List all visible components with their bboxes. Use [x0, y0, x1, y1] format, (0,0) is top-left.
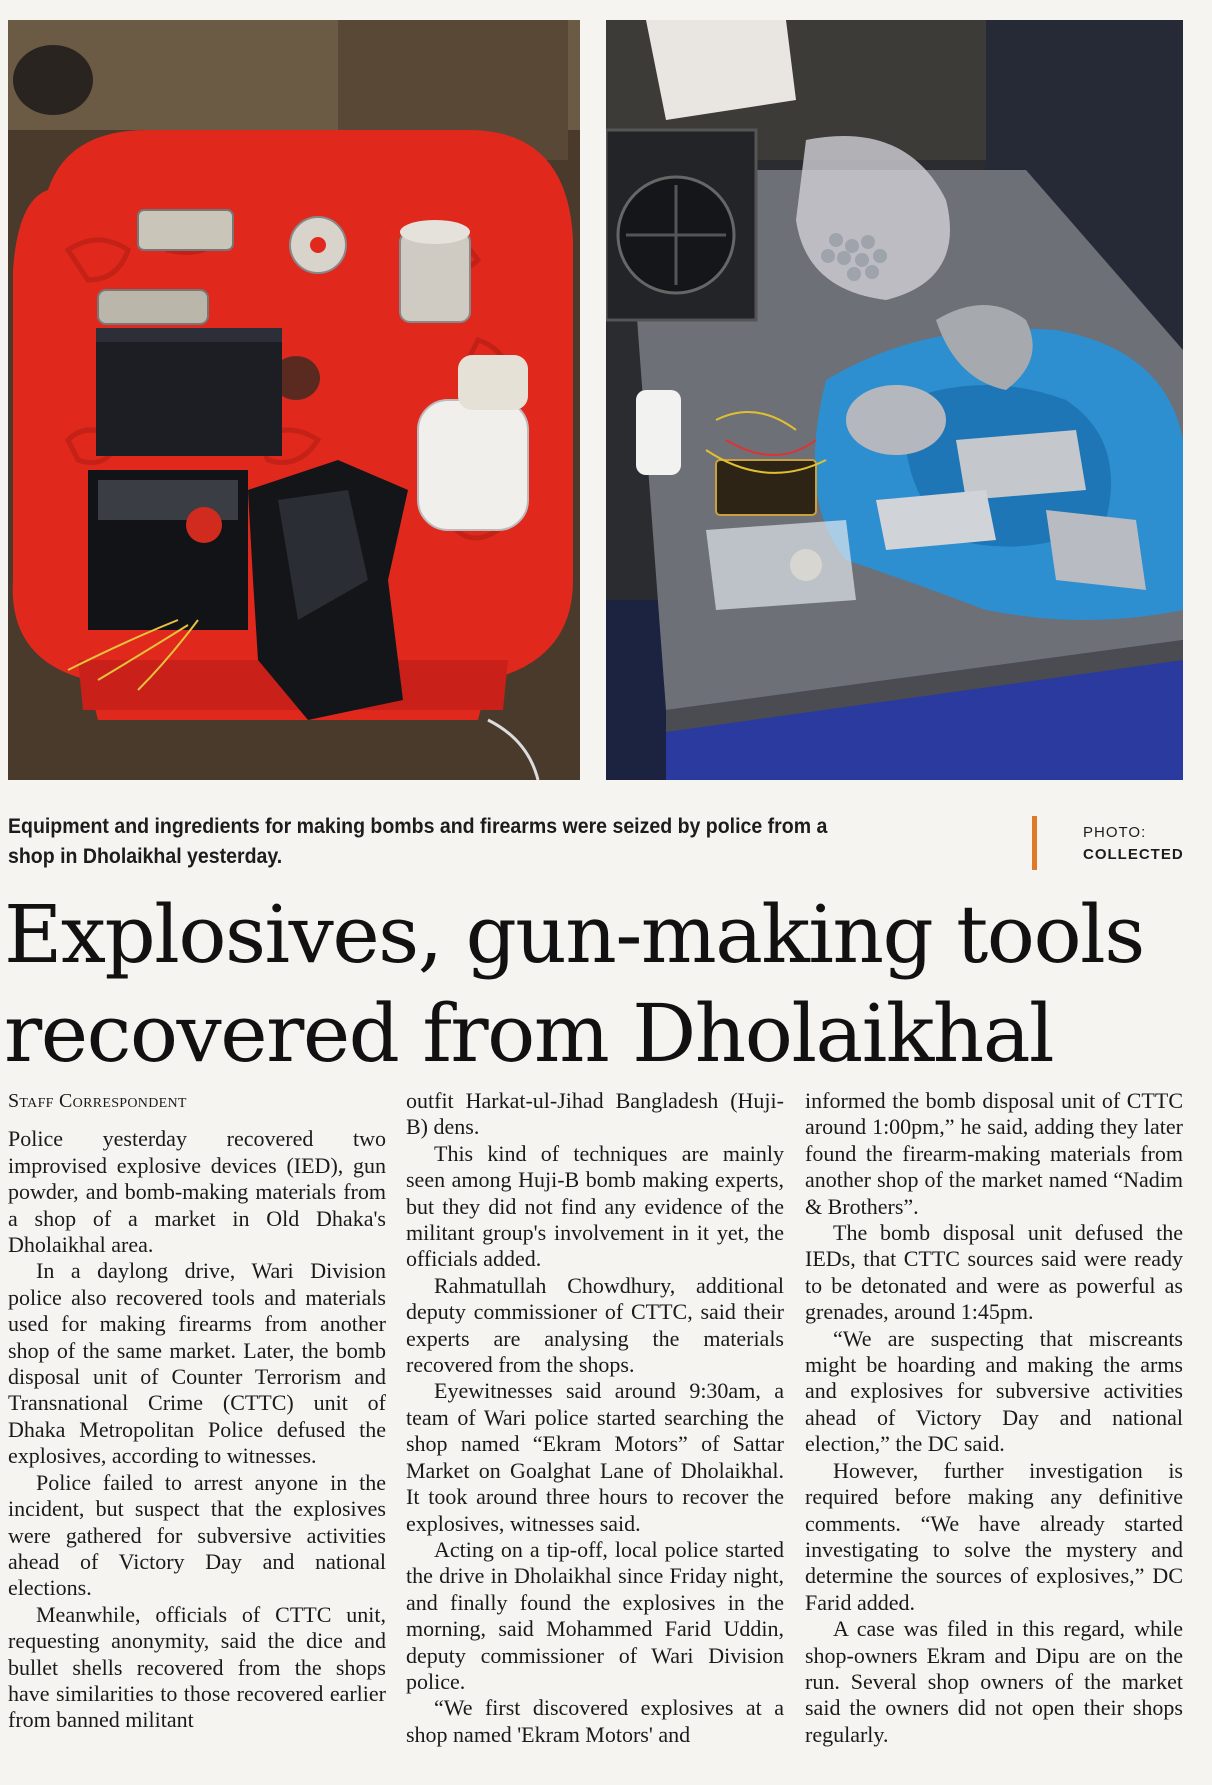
photo-credit-label: PHOTO:: [1083, 824, 1147, 841]
paragraph: A case was filed in this regard, while shop-owners Ekram and Dipu are on the run. Several shop owners of the market said the owners did not open their shops regularly.: [805, 1616, 1183, 1747]
byline: Staff Correspondent: [8, 1090, 187, 1112]
headline-line-1: Explosives, gun-making tools: [4, 888, 1144, 981]
bomb-materials-on-blue-table-photo: [606, 20, 1183, 780]
credit-divider: [1032, 816, 1037, 870]
paragraph: Acting on a tip-off, local police started the drive in Dholaikhal since Friday night, and finally found the explosives in the morning, said Mohammed Farid Uddin, deputy commissioner of Wari Division police.: [406, 1536, 784, 1694]
photo-credit: [1083, 822, 1184, 866]
photo-left-illustration: [8, 20, 580, 780]
article-column-1: [8, 1088, 386, 1780]
paragraph: Police failed to arrest anyone in the incident, but suspect that the explosives were gathered for subversive activities ahead of Victory Day and national elections.: [8, 1469, 386, 1601]
paragraph: Eyewitnesses said around 9:30am, a team of Wari police started searching the shop named “Ekram Motors” of Sattar Market on Goalghat Lane of Dholaikhal. It took around three hours to recover the explosives, witnesses said.: [406, 1378, 784, 1536]
paragraph: The bomb disposal unit defused the IEDs, that CTTC sources said were ready to be detonated and were as powerful as grenades, around 1:45pm.: [805, 1220, 1183, 1325]
article-column-3: [805, 1088, 1183, 1780]
article-column-2: [406, 1088, 784, 1780]
bomb-materials-on-red-stool-photo: [8, 20, 580, 780]
photo-strip: [8, 20, 1183, 780]
paragraph: Rahmatullah Chowdhury, additional deputy commissioner of CTTC, said their experts are analysing the materials recovered from the shops.: [406, 1272, 784, 1378]
headline: [4, 885, 1204, 1083]
caption-row: [8, 812, 1183, 872]
paragraph: Police yesterday recovered two improvised explosive devices (IED), gun powder, and bomb-making materials from a shop of a market in Old Dhaka's Dholaikhal area.: [8, 1126, 386, 1258]
paragraph: “We are suspecting that miscreants might be hoarding and making the arms and explosives for subversive activities ahead of Victory Day and national election,” the DC said.: [805, 1325, 1183, 1457]
paragraph: “We first discovered explosives at a shop named 'Ekram Motors' and: [406, 1695, 784, 1747]
headline-line-2: recovered from Dholaikhal: [4, 987, 1054, 1080]
paragraph: However, further investigation is required before making any definitive comments. “We have already started investigating to solve the mystery and determine the sources of explosives,” DC Farid added.: [805, 1457, 1183, 1615]
article-body: [8, 1088, 1183, 1780]
paragraph: informed the bomb disposal unit of CTTC around 1:00pm,” he said, adding they later found the firearm-making materials from another shop of the market named “Nadim & Brothers”.: [805, 1088, 1183, 1219]
paragraph: Meanwhile, officials of CTTC unit, requesting anonymity, said the dice and bullet shells recovered from the shops have similarities to those recovered earlier from banned militant: [8, 1601, 386, 1733]
photo-caption: Equipment and ingredients for making bombs and firearms were seized by police from a shop in Dholaikhal yesterday.: [8, 815, 828, 868]
photo-credit-source: COLLECTED: [1083, 846, 1184, 863]
paragraph: This kind of techniques are mainly seen among Huji-B bomb making experts, but they did not find any evidence of the militant group's involvement in it yet, the officials added.: [406, 1140, 784, 1272]
paragraph: In a daylong drive, Wari Division police also recovered tools and materials used for making firearms from another shop of the same market. Later, the bomb disposal unit of Counter Terrorism and Transnational Crime (CTTC) unit of Dhaka Metropolitan Police defused the explosives, according to witnesses.: [8, 1258, 386, 1469]
paragraph: outfit Harkat-ul-Jihad Bangladesh (Huji-B) dens.: [406, 1088, 784, 1140]
photo-right-illustration: [606, 20, 1183, 780]
